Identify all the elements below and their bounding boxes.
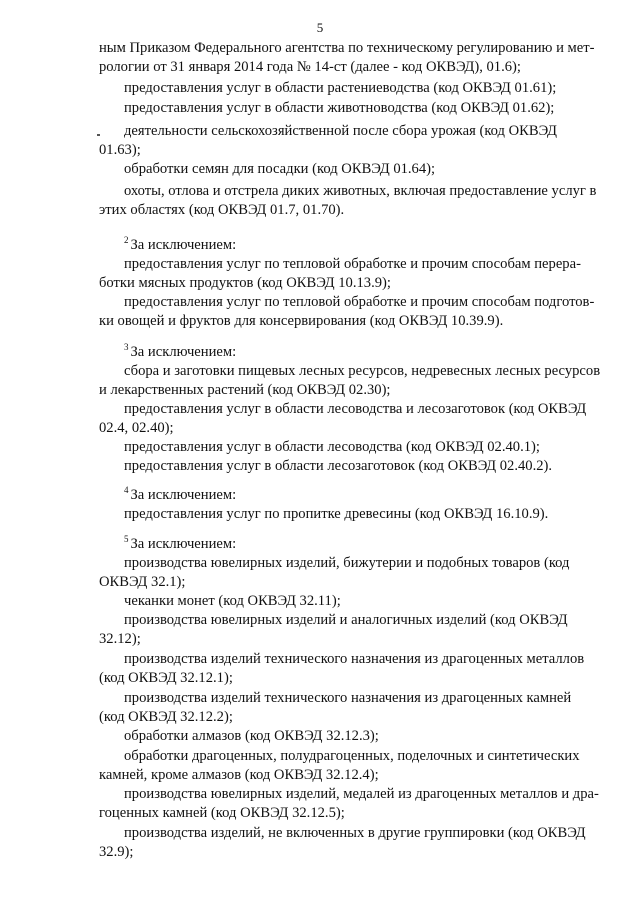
footnote-marker: 2	[124, 235, 129, 245]
text-line: чеканки монет (код ОКВЭД 32.11);	[124, 593, 341, 609]
text-line: предоставления услуг в области животноводства (код ОКВЭД 01.62);	[124, 100, 555, 116]
text-line: предоставления услуг в области растениеводства (код ОКВЭД 01.61);	[124, 80, 557, 96]
text-line: предоставления услуг по тепловой обработке и прочим способам перера-	[124, 256, 581, 272]
text-line: обработки семян для посадки (код ОКВЭД 01.64);	[124, 161, 436, 177]
footnote-heading-text: За исключением:	[130, 344, 237, 360]
footnote-marker: 4	[124, 485, 129, 495]
text-line: ки овощей и фруктов для консервирования (код ОКВЭД 10.39.9).	[99, 313, 504, 329]
text-line: предоставления услуг в области лесоводства (код ОКВЭД 02.40.1);	[124, 439, 540, 455]
text-line: (код ОКВЭД 32.12.1);	[99, 670, 233, 686]
text-line: деятельности сельскохозяйственной после сбора урожая (код ОКВЭД	[124, 123, 557, 139]
text-line: охоты, отлова и отстрела диких животных, включая предоставление услуг в	[124, 183, 597, 199]
scan-speck	[97, 134, 100, 136]
text-line: производства ювелирных изделий, бижутерии и подобных товаров (код	[124, 555, 570, 571]
footnote-marker: 5	[124, 534, 129, 544]
text-line: обработки алмазов (код ОКВЭД 32.12.3);	[124, 728, 379, 744]
footnote-heading	[124, 486, 236, 505]
text-line: обработки драгоценных, полудрагоценных, поделочных и синтетических	[124, 748, 580, 764]
text-line: и лекарственных растений (код ОКВЭД 02.30);	[99, 382, 391, 398]
footnote-heading	[124, 236, 236, 255]
text-line: сбора и заготовки пищевых лесных ресурсов, недревесных лесных ресурсов	[124, 363, 601, 379]
text-line: ботки мясных продуктов (код ОКВЭД 10.13.9);	[99, 275, 391, 291]
text-line: производства ювелирных изделий, медалей из драгоценных металлов и дра-	[124, 786, 599, 802]
text-line: предоставления услуг в области лесозаготовок (код ОКВЭД 02.40.2).	[124, 458, 553, 474]
footnote-heading	[124, 535, 236, 554]
text-line: 32.12);	[99, 631, 141, 647]
footnote-heading-text: За исключением:	[130, 237, 237, 253]
text-line: этих областях (код ОКВЭД 01.7, 01.70).	[99, 202, 345, 218]
text-line: предоставления услуг по пропитке древесины (код ОКВЭД 16.10.9).	[124, 506, 549, 522]
footnote-heading-text: За исключением:	[130, 536, 237, 552]
text-line: предоставления услуг по тепловой обработке и прочим способам подготов-	[124, 294, 595, 310]
page-number: 5	[316, 20, 324, 35]
text-line: ОКВЭД 32.1);	[99, 574, 186, 590]
footnote-heading-text: За исключением:	[130, 487, 237, 503]
text-line: производства изделий, не включенных в другие группировки (код ОКВЭД	[124, 825, 586, 841]
text-line: 02.4, 02.40);	[99, 420, 174, 436]
text-line: (код ОКВЭД 32.12.2);	[99, 709, 233, 725]
text-line: предоставления услуг в области лесоводства и лесозаготовок (код ОКВЭД	[124, 401, 587, 417]
text-line: производства изделий технического назначения из драгоценных камней	[124, 690, 572, 706]
text-line: 01.63);	[99, 142, 141, 158]
text-line: ным Приказом Федерального агентства по техническому регулированию и мет-	[99, 40, 595, 56]
footnote-heading	[124, 343, 236, 362]
text-line: производства изделий технического назначения из драгоценных металлов	[124, 651, 585, 667]
footnote-marker: 3	[124, 342, 129, 352]
text-line: гоценных камней (код ОКВЭД 32.12.5);	[99, 805, 345, 821]
text-line: камней, кроме алмазов (код ОКВЭД 32.12.4);	[99, 767, 379, 783]
text-line: рологии от 31 января 2014 года № 14-ст (далее - код ОКВЭД), 01.6);	[99, 59, 521, 75]
text-line: производства ювелирных изделий и аналогичных изделий (код ОКВЭД	[124, 612, 568, 628]
text-line: 32.9);	[99, 844, 134, 860]
